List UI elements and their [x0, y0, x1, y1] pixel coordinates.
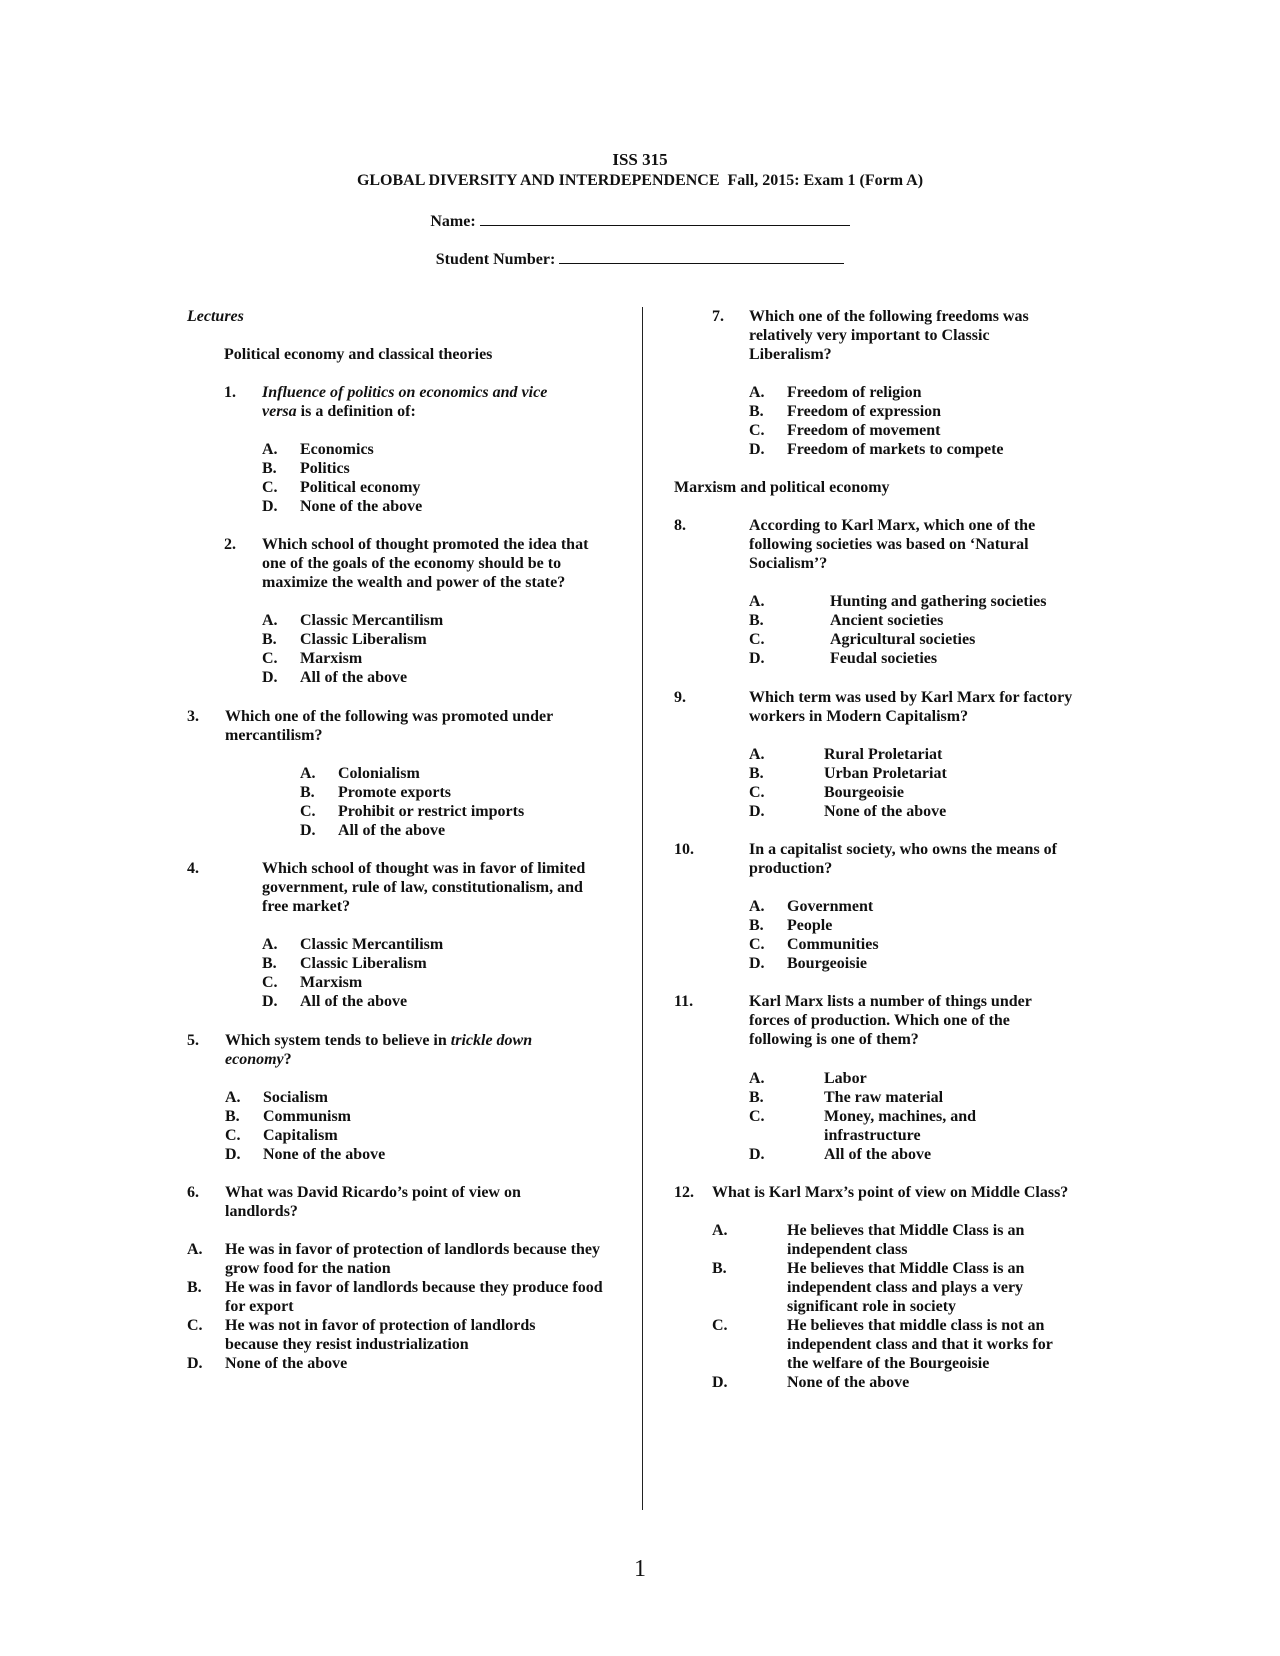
- option-text[interactable]: Labor: [824, 1070, 867, 1087]
- question-number: 9.: [674, 689, 686, 706]
- option-letter: A.: [187, 1241, 203, 1258]
- option-text[interactable]: He was in favor of protection of landlords because they grow food for the nation: [225, 1241, 600, 1277]
- page-number: 1: [634, 1556, 646, 1582]
- question-text: Which school of thought was in favor of limited government, rule of law, constitutionalism, and free market?: [262, 860, 586, 915]
- question-number: 10.: [674, 841, 694, 858]
- option-text[interactable]: People: [787, 917, 833, 934]
- subsection-heading: Political economy and classical theories: [224, 346, 493, 363]
- option-letter: B.: [749, 917, 764, 934]
- question-text-after: ?: [283, 1051, 292, 1068]
- option-text[interactable]: Classic Liberalism: [300, 631, 427, 648]
- option-letter: C.: [262, 479, 278, 496]
- question-number: 5.: [187, 1032, 199, 1049]
- option-letter: D.: [262, 669, 278, 686]
- option-text[interactable]: All of the above: [300, 669, 408, 686]
- option-letter: C.: [749, 784, 765, 801]
- option-letter: B.: [300, 784, 315, 801]
- question-text: According to Karl Marx, which one of the following societies was based on ‘Natural Socialism’?: [749, 517, 1036, 572]
- section-heading: Lectures: [187, 308, 244, 325]
- question-text-before: Which system tends to believe in: [225, 1032, 451, 1049]
- option-text[interactable]: Marxism: [300, 974, 363, 991]
- option-text[interactable]: All of the above: [338, 822, 446, 839]
- question-number: 8.: [674, 517, 686, 534]
- option-text[interactable]: None of the above: [824, 803, 947, 820]
- option-letter: D.: [749, 955, 765, 972]
- option-letter: A.: [262, 441, 278, 458]
- option-letter: B.: [262, 955, 277, 972]
- question-text: Which school of thought promoted the idea that one of the goals of the economy should be to maximize the wealth and power of the state?: [262, 536, 589, 591]
- name-field-row: [0, 210, 1280, 231]
- option-letter: C.: [262, 974, 278, 991]
- option-text[interactable]: Freedom of movement: [787, 422, 941, 439]
- option-letter: A.: [712, 1222, 728, 1239]
- question-number: 6.: [187, 1184, 199, 1201]
- column-divider: [642, 307, 643, 1510]
- option-text[interactable]: Agricultural societies: [830, 631, 976, 648]
- option-text[interactable]: He was not in favor of protection of landlords because they resist industrialization: [225, 1317, 536, 1353]
- option-text[interactable]: Hunting and gathering societies: [830, 593, 1047, 610]
- question-number: 3.: [187, 708, 199, 725]
- question-text: [262, 383, 572, 421]
- option-text[interactable]: Government: [787, 898, 874, 915]
- option-letter: A.: [749, 898, 765, 915]
- option-text[interactable]: Promote exports: [338, 784, 451, 801]
- option-letter: C.: [187, 1317, 203, 1334]
- question-number: 12.: [674, 1184, 694, 1201]
- option-text[interactable]: Freedom of expression: [787, 403, 942, 420]
- option-text[interactable]: Socialism: [263, 1089, 328, 1106]
- option-text[interactable]: Classic Mercantilism: [300, 612, 444, 629]
- question-text: Karl Marx lists a number of things under forces of production. Which one of the following is one of them?: [749, 993, 1032, 1048]
- option-text[interactable]: Ancient societies: [830, 612, 944, 629]
- option-text[interactable]: Bourgeoisie: [787, 955, 867, 972]
- option-text[interactable]: The raw material: [824, 1089, 944, 1106]
- option-letter: A.: [300, 765, 316, 782]
- question-text-italic: Influence of politics on economics and vice versa: [262, 384, 548, 420]
- option-letter: C.: [262, 650, 278, 667]
- option-letter: B.: [262, 631, 277, 648]
- option-text[interactable]: Freedom of markets to compete: [787, 441, 1004, 458]
- option-text[interactable]: Feudal societies: [830, 650, 938, 667]
- option-text[interactable]: Capitalism: [263, 1127, 338, 1144]
- question-text: Which one of the following freedoms was relatively very important to Classic Liberalism?: [749, 308, 1029, 363]
- option-text[interactable]: All of the above: [300, 993, 408, 1010]
- option-text[interactable]: Political economy: [300, 479, 421, 496]
- option-letter: B.: [712, 1260, 727, 1277]
- option-text[interactable]: Bourgeoisie: [824, 784, 904, 801]
- option-text[interactable]: Classic Mercantilism: [300, 936, 444, 953]
- question-text-italic: trickle down economy: [225, 1032, 533, 1068]
- question-text: [225, 1031, 555, 1069]
- option-text[interactable]: Colonialism: [338, 765, 420, 782]
- option-text[interactable]: Politics: [300, 460, 350, 477]
- option-letter: A.: [262, 936, 278, 953]
- option-letter: B.: [749, 765, 764, 782]
- question-number: 1.: [224, 384, 236, 401]
- option-text[interactable]: None of the above: [300, 498, 423, 515]
- option-letter: A.: [225, 1089, 241, 1106]
- option-letter: D.: [749, 650, 765, 667]
- option-text[interactable]: He believes that Middle Class is an independent class: [787, 1222, 1025, 1258]
- option-text[interactable]: None of the above: [225, 1355, 348, 1372]
- name-blank[interactable]: [480, 210, 850, 226]
- option-letter: B.: [749, 1089, 764, 1106]
- question-text: What was David Ricardo’s point of view on landlords?: [225, 1184, 521, 1220]
- option-letter: A.: [262, 612, 278, 629]
- option-text[interactable]: Rural Proletariat: [824, 746, 943, 763]
- option-letter: D.: [262, 498, 278, 515]
- option-text[interactable]: None of the above: [787, 1374, 910, 1391]
- question-number: 2.: [224, 536, 236, 553]
- option-text[interactable]: Freedom of religion: [787, 384, 922, 401]
- option-text[interactable]: Classic Liberalism: [300, 955, 427, 972]
- option-letter: D.: [262, 993, 278, 1010]
- option-text[interactable]: Prohibit or restrict imports: [338, 803, 525, 820]
- question-text: What is Karl Marx’s point of view on Middle Class?: [712, 1184, 1069, 1201]
- option-letter: D.: [712, 1374, 728, 1391]
- question-text: In a capitalist society, who owns the means of production?: [749, 841, 1058, 877]
- name-label: Name:: [430, 213, 476, 230]
- option-letter: C.: [749, 631, 765, 648]
- option-letter: C.: [749, 1108, 765, 1125]
- option-letter: B.: [187, 1279, 202, 1296]
- option-text[interactable]: Economics: [300, 441, 374, 458]
- option-letter: A.: [749, 746, 765, 763]
- student-number-blank[interactable]: [559, 248, 844, 264]
- option-letter: D.: [749, 441, 765, 458]
- option-letter: D.: [187, 1355, 203, 1372]
- option-text[interactable]: Communities: [787, 936, 879, 953]
- option-letter: C.: [300, 803, 316, 820]
- question-text: Which one of the following was promoted under mercantilism?: [225, 708, 553, 744]
- option-letter: D.: [749, 1146, 765, 1163]
- option-text[interactable]: Money, machines, and infrastructure: [824, 1108, 977, 1144]
- option-text[interactable]: He believes that middle class is not an independent class and that it works for the welfare of the Bourgeoisie: [787, 1317, 1053, 1372]
- student-number-row: [0, 248, 1280, 269]
- option-letter: A.: [749, 1070, 765, 1087]
- option-letter: C.: [749, 422, 765, 439]
- exam-course-code: ISS 315: [612, 150, 668, 169]
- option-letter: D.: [300, 822, 316, 839]
- question-number: 11.: [674, 993, 694, 1010]
- option-letter: C.: [749, 936, 765, 953]
- option-text[interactable]: He was in favor of landlords because they produce food for export: [225, 1279, 603, 1315]
- question-text-rest: is a definition of:: [296, 403, 416, 420]
- subsection-heading: Marxism and political economy: [674, 479, 890, 496]
- option-letter: C.: [225, 1127, 241, 1144]
- question-text: Which term was used by Karl Marx for factory workers in Modern Capitalism?: [749, 689, 1073, 725]
- option-letter: B.: [225, 1108, 240, 1125]
- option-letter: D.: [749, 803, 765, 820]
- option-letter: A.: [749, 593, 765, 610]
- option-letter: B.: [749, 403, 764, 420]
- option-text[interactable]: None of the above: [263, 1146, 386, 1163]
- option-letter: B.: [749, 612, 764, 629]
- option-letter: A.: [749, 384, 765, 401]
- option-text[interactable]: Marxism: [300, 650, 363, 667]
- student-number-label: Student Number:: [435, 251, 556, 268]
- option-letter: C.: [712, 1317, 728, 1334]
- option-text[interactable]: He believes that Middle Class is an independent class and plays a very significant role in society: [787, 1260, 1025, 1315]
- option-text[interactable]: Urban Proletariat: [824, 765, 947, 782]
- option-text[interactable]: Communism: [263, 1108, 352, 1125]
- option-letter: B.: [262, 460, 277, 477]
- option-text[interactable]: All of the above: [824, 1146, 932, 1163]
- question-number: 7.: [712, 308, 724, 325]
- question-number: 4.: [187, 860, 199, 877]
- option-letter: D.: [225, 1146, 241, 1163]
- exam-title: GLOBAL DIVERSITY AND INTERDEPENDENCE Fall, 2015: Exam 1 (Form A): [356, 172, 924, 189]
